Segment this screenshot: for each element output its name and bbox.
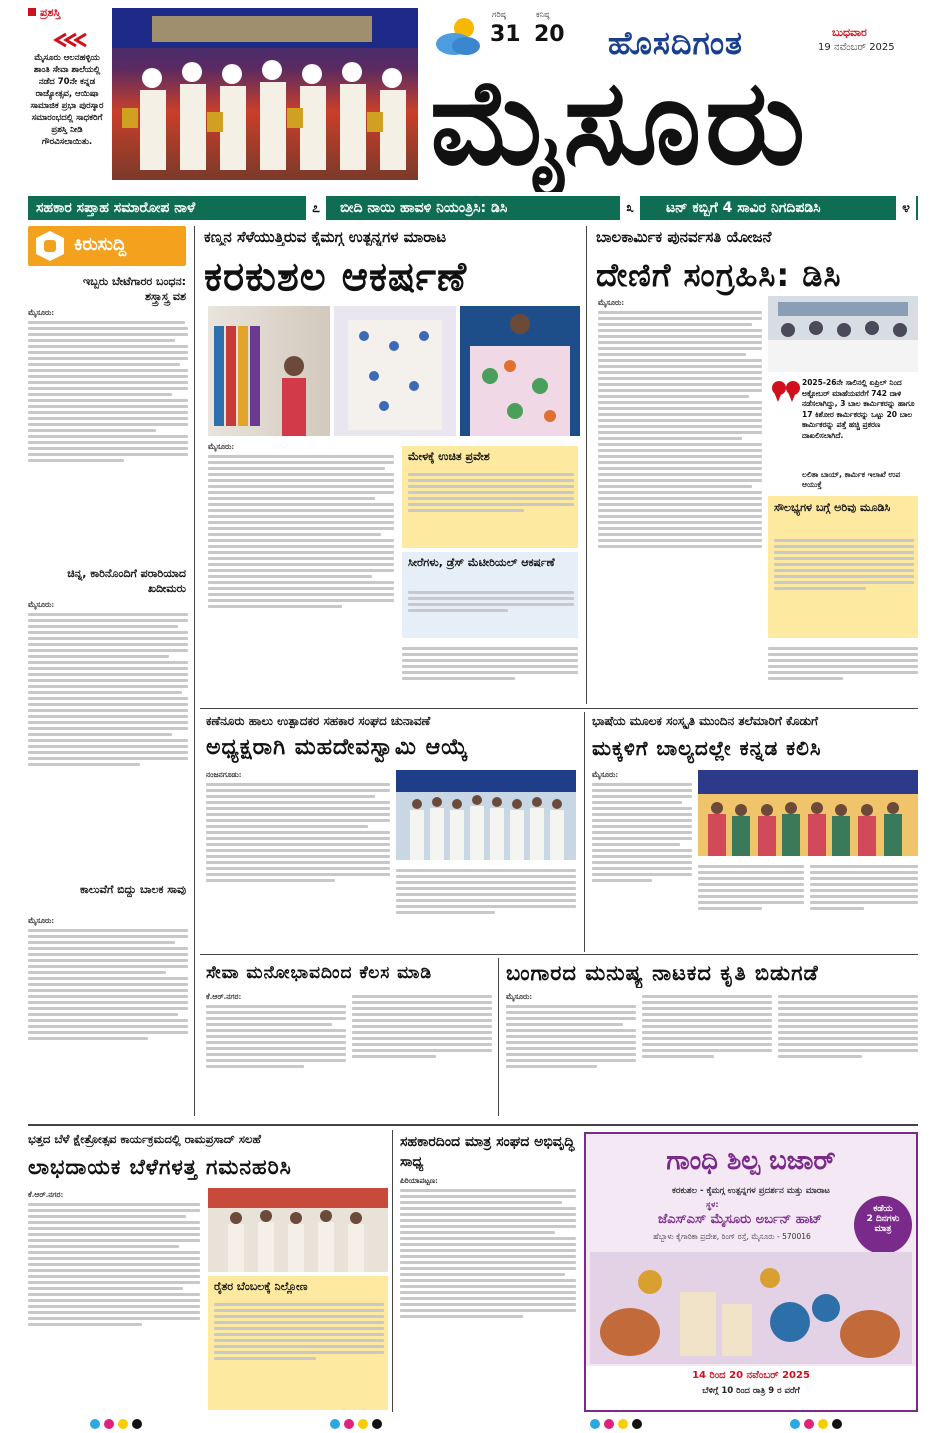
- book-headline: ಬಂಗಾರದ ಮನುಷ್ಯ ನಾಟಕದ ಕೃತಿ ಬಿಡುಗಡೆ: [506, 961, 819, 985]
- ticker-page-3: ೪: [896, 196, 916, 220]
- kannada-body-2: [698, 862, 804, 948]
- book-body-3: [778, 992, 918, 1112]
- craft-body-1: [208, 442, 394, 698]
- ad-crafts-image: [590, 1252, 912, 1364]
- brief-dateline-3: ಮೈಸೂರು:: [28, 916, 55, 925]
- quote-icon: [770, 378, 800, 404]
- weather-min-label: ಕನಿಷ್ಠ: [536, 10, 550, 19]
- service-headline: ಸೇವಾ ಮನೋಭಾವದಿಂದ ಕೆಲಸ ಮಾಡಿ: [206, 963, 433, 983]
- farm-story: [28, 1130, 388, 1412]
- coop-kicker: ಕಣೆನೂರು ಹಾಲು ಉತ್ಪಾದಕರ ಸಹಕಾರ ಸಂಘದ ಚುನಾವಣೆ: [206, 714, 431, 728]
- ad-badge-top: ಕಡೆಯ: [873, 1204, 893, 1214]
- brief-body-3: [28, 916, 188, 1112]
- book-dateline: ಮೈಸೂರು:: [506, 992, 533, 1001]
- service-story: [200, 958, 494, 1116]
- farm-body-1: [28, 1190, 200, 1410]
- dc-side-box: [768, 496, 918, 638]
- kannada-photo: [698, 770, 918, 856]
- top-brief-tag: ಪ್ರಶಸ್ತಿ: [40, 6, 61, 19]
- farm-box: [208, 1276, 388, 1410]
- brief-dateline-2: ಮೈಸೂರು:: [28, 600, 55, 609]
- ad-badge: [854, 1196, 912, 1254]
- weather-max-label: ಗರಿಷ್ಠ: [492, 10, 506, 19]
- edition-day: ಬುಧವಾರ: [832, 26, 867, 39]
- dc-quote-text: 2025-26ನೇ ಸಾಲಿನಲ್ಲಿ ಏಪ್ರಿಲ್ ನಿಂದ ಅಕ್ಟೋಬರ್ ಮಾಹೆಯವರೆಗೆ 742 ದಾಳಿ ನಡೆಸಲಾಗಿದ್ದು, 3 ಬಾಲ ಕಾರ್ಮಿಕರನ್ನು ಹಾಗೂ 17 ಕಿಶೋರ ಕಾರ್ಮಿಕರನ್ನು ಒಟ್ಟು 20 ಬಾಲ ಕಾರ್ಮಿಕರನ್ನು ಪತ್ತೆ ಹಚ್ಚಿ ಪ್ರಕರಣ ದಾಖಲಿಸಲಾಗಿದೆ.: [802, 378, 915, 440]
- ticker-item-2[interactable]: ಬೀದಿ ನಾಯಿ ಹಾವಳಿ ನಿಯಂತ್ರಿಸಿ: ಡಿಸಿ: [340, 200, 508, 216]
- briefs-brand: ಕಿರುಸುದ್ದಿ: [74, 234, 127, 255]
- craft-dateline: ಮೈಸೂರು:: [208, 442, 235, 451]
- brief-title-2: ಚಿನ್ನ, ಕಾರಿನೊಂದಿಗೆ ಪರಾರಿಯಾದ ಖದೀಮರು: [67, 567, 186, 595]
- ticker-item-3[interactable]: ಟನ್ ಕಬ್ಬಿಗೆ 4 ಸಾವಿರ ನಿಗದಿಪಡಿಸಿ: [666, 200, 821, 216]
- ticker-page-1: ೭: [306, 196, 326, 220]
- kannada-story: [588, 712, 918, 952]
- briefs-logo: [28, 226, 186, 266]
- hand-icon: [34, 230, 66, 262]
- ticker-item-1[interactable]: ಸಹಕಾರ ಸಪ್ತಾಹ ಸಮಾರೋಪ ನಾಳೆ: [36, 200, 196, 216]
- coop-story: [200, 712, 580, 952]
- dc-dateline: ಮೈಸೂರು:: [598, 298, 625, 307]
- craft-box-1: [402, 446, 578, 548]
- craft-photo-3: [460, 306, 580, 436]
- craft-photo-1: [208, 306, 330, 436]
- weather-min: 20: [534, 22, 565, 47]
- ad-badge-mid: 2 ದಿನಗಳು: [866, 1214, 900, 1224]
- ad-footer: [586, 1366, 916, 1410]
- weather-max: 31: [490, 22, 521, 47]
- headline-ticker: [28, 196, 918, 220]
- sahakar-story: [396, 1130, 576, 1412]
- craft-box-2-title: ಸೀರೆಗಳು, ಡ್ರೆಸ್ ಮೆಟೀರಿಯಲ್ ಆಕರ್ಷಣೆ: [408, 556, 555, 569]
- kannada-headline: ಮಕ್ಕಳಿಗೆ ಬಾಲ್ಯದಲ್ಲೇ ಕನ್ನಡ ಕಲಿಸಿ: [592, 736, 822, 760]
- coop-photo: [396, 770, 576, 860]
- farm-headline: ಲಾಭದಾಯಕ ಬೆಳೆಗಳತ್ತ ಗಮನಹರಿಸಿ: [28, 1155, 292, 1179]
- kannada-body-3: [810, 862, 918, 948]
- coop-dateline: ನಂಜನಗೂಡು:: [206, 770, 242, 779]
- top-brief: [28, 8, 106, 188]
- sahakar-headline: ಸಹಕಾರದಿಂದ ಮಾತ್ರ ಸಂಘದ ಅಭಿವೃದ್ಧಿ ಸಾಧ್ಯ: [400, 1134, 575, 1170]
- award-photo: [112, 8, 418, 180]
- service-body-1: [206, 992, 346, 1112]
- service-dateline: ಕೆ.ಆರ್.ನಗರ:: [206, 992, 242, 1001]
- kannada-body-1: [592, 770, 692, 948]
- briefs-column: [28, 226, 188, 1116]
- ad-time: ಬೆಳಿಗ್ಗೆ 10 ರಿಂದ ರಾತ್ರಿ 9 ರ ವರೆಗೆ: [702, 1386, 800, 1396]
- kannada-kicker: ಭಾಷೆಯ ಮೂಲಕ ಸಂಸ್ಕೃತಿ ಮುಂದಿನ ತಲೆಮಾರಿಗೆ ಕೊಡುಗೆ: [592, 714, 819, 728]
- coop-body-2: [396, 866, 576, 948]
- city-masthead: ಮೈಸೂರು: [430, 53, 810, 191]
- chevron-icon: [36, 32, 98, 48]
- edition-date: 19 ನವೆಂಬರ್ 2025: [818, 42, 895, 53]
- gandhi-shilp-ad[interactable]: [584, 1132, 918, 1412]
- craft-headline: ಕರಕುಶಲ ಆಕರ್ಷಣೆ: [204, 254, 468, 300]
- farm-photo: [208, 1188, 388, 1272]
- ad-subtitle: ಕರಕುಶಲ - ಕೈಮಗ್ಗ ಉತ್ಪನ್ನಗಳ ಪ್ರದರ್ಶನ ಮತ್ತು ಮಾರಾಟ: [672, 1186, 830, 1196]
- farm-box-title: ರೈತರ ಬೆಂಬಲಕ್ಕೆ ನಿಲ್ಲೋಣ: [214, 1280, 308, 1293]
- brief-dateline-1: ಮೈಸೂರು:: [28, 308, 55, 317]
- sahakar-dateline: ಪಿರಿಯಾಪಟ್ಟಣ:: [400, 1176, 438, 1185]
- craft-box-2: [402, 552, 578, 638]
- brand-logo: ಹೊಸದಿಗಂತ: [608, 24, 743, 62]
- ad-title: ಗಾಂಧಿ ಶಿಲ್ಪ ಬಜಾರ್: [666, 1146, 836, 1176]
- top-brief-text: ಮೈಸೂರು ಆಲನಹಳ್ಳಿಯ ಶಾಂತಿ ಸೇವಾ ಶಾಲೆಯಲ್ಲಿ ನಡೆದ 70ನೇ ಕನ್ನಡ ರಾಜ್ಯೋತ್ಸವ, ಆಯಿಷಾ ಸಾಮಾಜಿಕ ಪ್ರಭಾ ಪುರಸ್ಕಾರ ಸಮಾರಂಭದಲ್ಲಿ ಸಾಧಕರಿಗೆ ಪ್ರಶಸ್ತಿ ನೀಡಿ ಗೌರವಿಸಲಾಯಿತು.: [30, 53, 104, 147]
- coop-body-1: [206, 770, 390, 948]
- book-body-1: [506, 992, 636, 1112]
- registration-marks: [90, 1414, 850, 1425]
- craft-box-1-title: ಮೇಳಕ್ಕೆ ಉಚಿತ ಪ್ರವೇಶ: [408, 450, 490, 463]
- ticker-page-2: ೩: [620, 196, 640, 220]
- ad-venue-label: ಸ್ಥಳ:: [706, 1200, 719, 1209]
- dc-quote-by: ಲಲಿತಾ ಬಾಯ್, ಕಾರ್ಮಿಕ ಇಲಾಖೆ ಉಪ ಆಯುಕ್ತೆ: [802, 470, 901, 489]
- dc-headline: ದೇಣಿಗೆ ಸಂಗ್ರಹಿಸಿ: ಡಿಸಿ: [596, 256, 842, 294]
- craft-story: [200, 226, 582, 704]
- dc-story: [592, 226, 918, 704]
- brief-title-3: ಕಾಲುವೆಗೆ ಬಿದ್ದು ಬಾಲಕ ಸಾವು: [79, 883, 186, 896]
- farm-kicker: ಭತ್ತದ ಬೆಳೆ ಕ್ಷೇತ್ರೋತ್ಸವ ಕಾರ್ಯಕ್ರಮದಲ್ಲಿ ರಾಮಪ್ರಸಾದ್ ಸಲಹೆ: [28, 1132, 261, 1146]
- dc-quote-box: [768, 376, 918, 496]
- dc-kicker: ಬಾಲಕಾರ್ಮಿಕ ಪುನರ್ವಸತಿ ಯೋಜನೆ: [596, 228, 772, 246]
- dc-body-2: [768, 644, 918, 700]
- brief-body-2: [28, 600, 188, 870]
- brief-title-1: ಇಬ್ಬರು ಬೇಟೆಗಾರರ ಬಂಧನ: ಶಸ್ತ್ರಾಸ್ತ್ರ ವಶ: [82, 275, 186, 303]
- craft-kicker: ಕಣ್ಮನ ಸೆಳೆಯುತ್ತಿರುವ ಕೈಮಗ್ಗ ಉತ್ಪನ್ನಗಳ ಮಾರಾಟ: [204, 228, 447, 246]
- ad-venue: ಜೆಎಸ್‌ಎಸ್ ಮೈಸೂರು ಅರ್ಬನ್ ಹಾಟ್: [657, 1212, 823, 1227]
- dc-side-title: ಸೌಲಭ್ಯಗಳ ಬಗ್ಗೆ ಅರಿವು ಮೂಡಿಸಿ: [774, 501, 891, 514]
- farm-dateline: ಕೆ.ಆರ್.ನಗರ:: [28, 1190, 64, 1199]
- ad-badge-bottom: ಮಾತ್ರ: [874, 1224, 892, 1234]
- dc-meeting-photo: [768, 296, 918, 372]
- sahakar-body: [400, 1176, 576, 1410]
- craft-body-2: [402, 644, 578, 700]
- ad-dates: 14 ರಿಂದ 20 ನವೆಂಬರ್ 2025: [692, 1370, 810, 1381]
- kannada-dateline: ಮೈಸೂರು:: [592, 770, 619, 779]
- coop-headline: ಅಧ್ಯಕ್ಷರಾಗಿ ಮಹದೇವಸ್ವಾಮಿ ಆಯ್ಕೆ: [206, 735, 469, 760]
- book-body-2: [642, 992, 772, 1112]
- service-body-2: [352, 992, 492, 1112]
- ad-address: ಹೆಬ್ಬಾಳು ಕೈಗಾರಿಕಾ ಪ್ರದೇಶ, ರಿಂಗ್ ರಸ್ತೆ, ಮೈಸೂರು - 570016: [653, 1232, 811, 1241]
- brief-body-1: [28, 308, 188, 558]
- dc-body-1: [598, 298, 762, 698]
- book-story: [502, 958, 918, 1116]
- craft-photo-2: [334, 306, 456, 436]
